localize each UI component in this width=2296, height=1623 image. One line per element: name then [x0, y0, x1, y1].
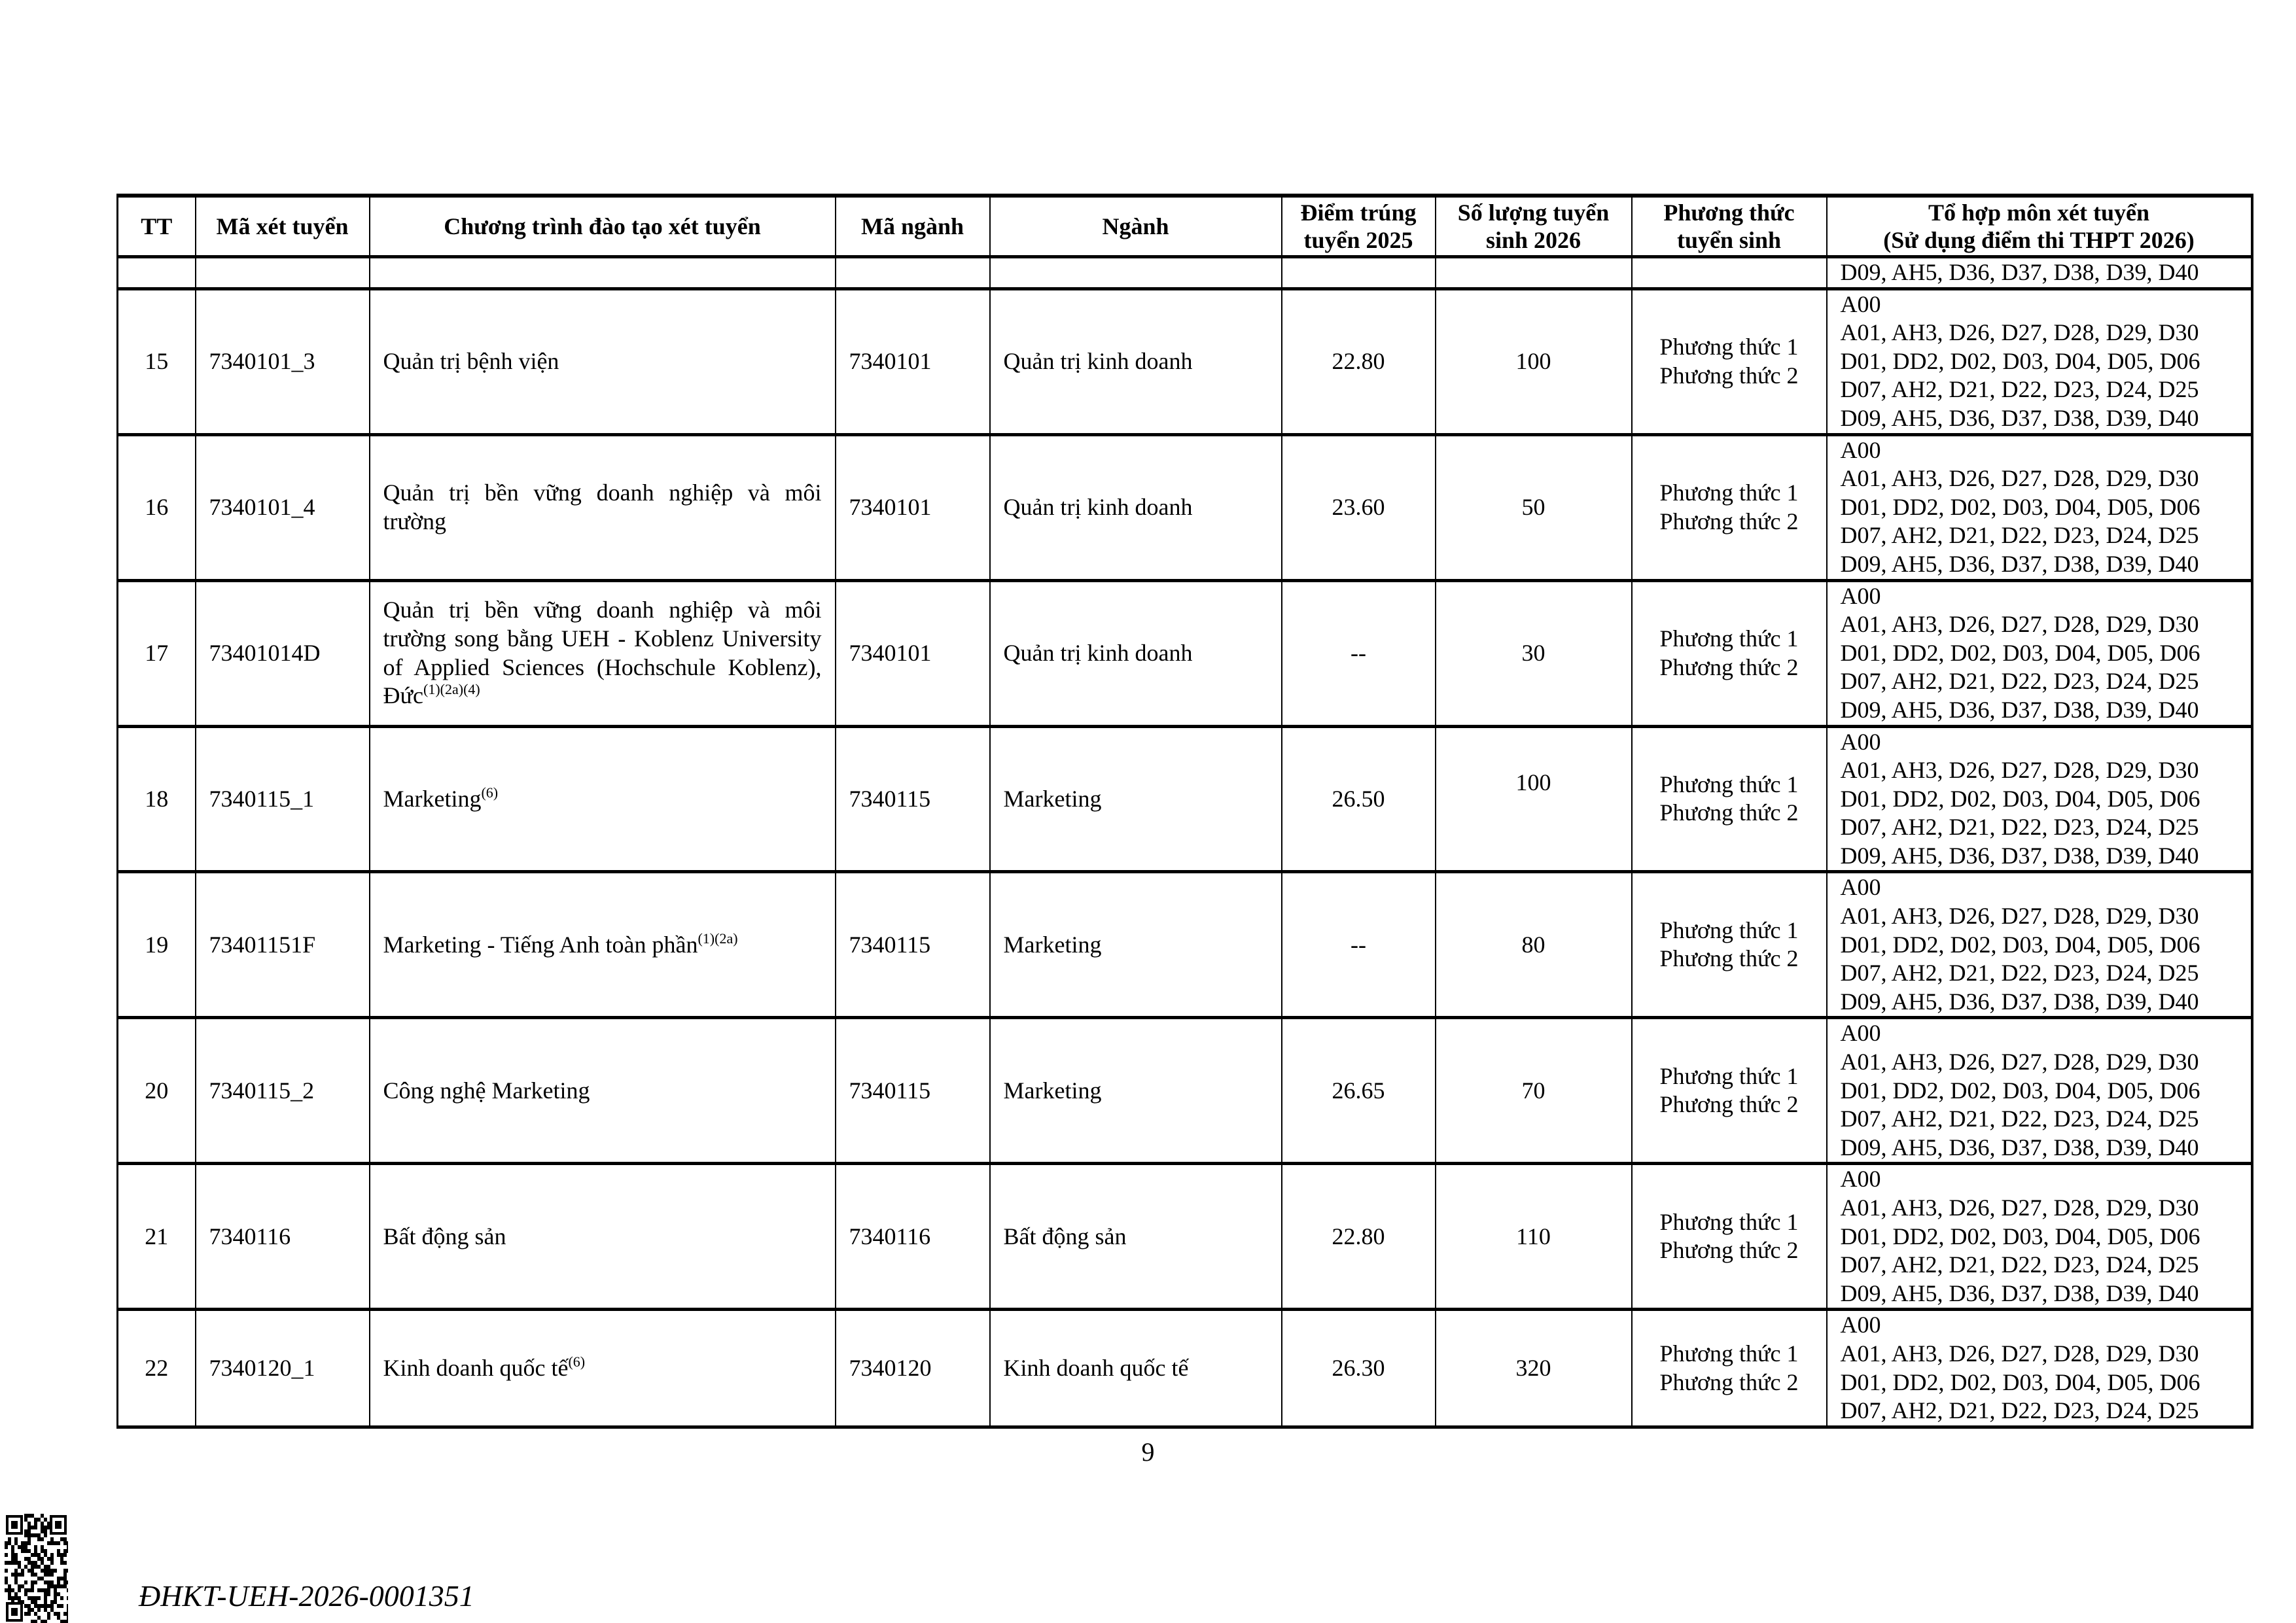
subject-combo-line: D09, AH5, D36, D37, D38, D39, D40: [1840, 696, 2199, 723]
cell-ma-nganh: 7340101: [836, 288, 990, 434]
cell-phuong-thuc: [1632, 1310, 1827, 1427]
cell-so-luong-2026: 50: [1436, 434, 1632, 580]
cell-chuong-trinh: [370, 1164, 836, 1310]
cell-to-hop: [1827, 726, 2252, 872]
program-name: Kinh doanh quốc tế: [383, 1354, 569, 1381]
cell-tt: 15: [118, 288, 196, 434]
cell-nganh: Bất động sản: [990, 1164, 1282, 1310]
cell-ma-xet-tuyen: 7340116: [196, 1164, 370, 1310]
method-item: Phương thức 2: [1659, 1237, 1799, 1264]
header-so-luong: [1436, 196, 1632, 257]
cell-tt: 19: [118, 872, 196, 1018]
subject-combo-line: D07, AH2, D21, D22, D23, D24, D25: [1840, 522, 2199, 549]
cell-ma-xet-tuyen: 73401014D: [196, 580, 370, 726]
cell-phuong-thuc: [1632, 434, 1827, 580]
cell-diem-2025: 22.80: [1282, 288, 1436, 434]
cell-ma-nganh: 7340101: [836, 434, 990, 580]
subject-combo-line: D09, AH5, D36, D37, D38, D39, D40: [1840, 550, 2199, 577]
header-chuong-trinh: Chương trình đào tạo xét tuyển: [370, 196, 836, 257]
method-item: Phương thức 2: [1659, 945, 1799, 972]
method-item: Phương thức 1: [1659, 1208, 1799, 1235]
subject-combo-line: D07, AH2, D21, D22, D23, D24, D25: [1840, 376, 2199, 403]
subject-combo-line: A01, AH3, D26, D27, D28, D29, D30: [1840, 1195, 2199, 1221]
cell-ma-xet-tuyen: 7340101_3: [196, 288, 370, 434]
subject-combo-line: D09, AH5, D36, D37, D38, D39, D40: [1840, 988, 2199, 1015]
cell-nganh: Kinh doanh quốc tế: [990, 1310, 1282, 1427]
table-row: [118, 1018, 2252, 1164]
header-to-hop-line2: (Sử dụng điểm thi THPT 2026): [1883, 227, 2195, 253]
cell-ma-nganh: 7340115: [836, 1018, 990, 1164]
cell-nganh: Marketing: [990, 726, 1282, 872]
page-number: 9: [1141, 1437, 1155, 1467]
cell-nganh: Quản trị kinh doanh: [990, 288, 1282, 434]
cell-empty: [1282, 257, 1436, 289]
method-item: Phương thức 1: [1659, 333, 1799, 360]
cell-phuong-thuc: [1632, 872, 1827, 1018]
subject-combo-line: A00: [1840, 728, 1881, 755]
cell-so-luong-2026: 110: [1436, 1164, 1632, 1310]
subject-combo-line: D09, AH5, D36, D37, D38, D39, D40: [1840, 1134, 2199, 1161]
cell-ma-nganh: 7340120: [836, 1310, 990, 1427]
cell-empty: [370, 257, 836, 289]
cell-diem-2025: 26.65: [1282, 1018, 1436, 1164]
subject-combo-line: D09, AH5, D36, D37, D38, D39, D40: [1840, 842, 2199, 869]
table-row: [118, 434, 2252, 580]
cell-so-luong-2026: 30: [1436, 580, 1632, 726]
cell-tt: 22: [118, 1310, 196, 1427]
subject-combo-line: D01, DD2, D02, D03, D04, D05, D06: [1840, 931, 2200, 958]
footnote-marker: (6): [568, 1353, 586, 1370]
table-row: [118, 726, 2252, 872]
cell-tt: 16: [118, 434, 196, 580]
program-name: Quản trị bền vững doanh nghiệp và môi trường song bằng UEH - Koblenz University of Applied Sciences (Hochschule Koblenz), Đức: [383, 597, 822, 709]
method-item: Phương thức 2: [1659, 1369, 1799, 1395]
subject-combo-line: D07, AH2, D21, D22, D23, D24, D25: [1840, 814, 2199, 841]
cell-diem-2025: 23.60: [1282, 434, 1436, 580]
cell-chuong-trinh: [370, 872, 836, 1018]
cell-phuong-thuc: [1632, 580, 1827, 726]
admissions-table: [116, 194, 2253, 1429]
table-row: [118, 1310, 2252, 1427]
cell-nganh: Marketing: [990, 872, 1282, 1018]
cell-phuong-thuc: [1632, 288, 1827, 434]
method-item: Phương thức 1: [1659, 479, 1799, 506]
cell-ma-nganh: 7340115: [836, 726, 990, 872]
method-item: Phương thức 1: [1659, 1062, 1799, 1089]
qr-code-icon: [5, 1514, 68, 1623]
header-tt: TT: [118, 196, 196, 257]
cell-ma-xet-tuyen: 7340101_4: [196, 434, 370, 580]
cell-so-luong-2026: 100: [1436, 288, 1632, 434]
cell-phuong-thuc: [1632, 726, 1827, 872]
cell-chuong-trinh: [370, 580, 836, 726]
subject-combo-line: A01, AH3, D26, D27, D28, D29, D30: [1840, 319, 2199, 346]
subject-combo-line: D01, DD2, D02, D03, D04, D05, D06: [1840, 639, 2200, 666]
cell-nganh: Marketing: [990, 1018, 1282, 1164]
header-so-luong-line1: Số lượng tuyển: [1457, 200, 1610, 226]
footnote-marker: (1)(2a)(4): [423, 681, 480, 698]
program-name: Công nghệ Marketing: [383, 1077, 590, 1104]
method-item: Phương thức 2: [1659, 799, 1799, 826]
program-name: Quản trị bền vững doanh nghiệp và môi trường: [383, 479, 822, 534]
subject-combo-line: A00: [1840, 1166, 1881, 1193]
subject-combo-line: D01, DD2, D02, D03, D04, D05, D06: [1840, 1077, 2200, 1104]
cell-diem-2025: 26.30: [1282, 1310, 1436, 1427]
cell-tt: 18: [118, 726, 196, 872]
cell-nganh: Quản trị kinh doanh: [990, 580, 1282, 726]
method-item: Phương thức 1: [1659, 1340, 1799, 1367]
footnote-marker: (6): [481, 784, 499, 801]
header-phuong-thuc-line1: Phương thức: [1663, 200, 1795, 226]
cell-empty: [1436, 257, 1632, 289]
cell-empty: [1632, 257, 1827, 289]
cell-ma-nganh: 7340101: [836, 580, 990, 726]
cell-to-hop: [1827, 1164, 2252, 1310]
subject-combo-line: A00: [1840, 582, 1881, 609]
subject-combo-line: D01, DD2, D02, D03, D04, D05, D06: [1840, 493, 2200, 520]
subject-combo-line: A01, AH3, D26, D27, D28, D29, D30: [1840, 903, 2199, 930]
cell-empty: [118, 257, 196, 289]
cell-chuong-trinh: [370, 1310, 836, 1427]
table-body: [118, 257, 2252, 1427]
header-to-hop-line1: Tổ hợp môn xét tuyển: [1928, 200, 2149, 226]
cell-chuong-trinh: [370, 288, 836, 434]
cell-nganh: Quản trị kinh doanh: [990, 434, 1282, 580]
subject-combo-line: D01, DD2, D02, D03, D04, D05, D06: [1840, 785, 2200, 812]
table-row: [118, 1164, 2252, 1310]
subject-combo-line: D01, DD2, D02, D03, D04, D05, D06: [1840, 347, 2200, 374]
method-item: Phương thức 2: [1659, 508, 1799, 534]
header-diem-line1: Điểm trúng: [1300, 200, 1417, 226]
subject-combo-line: A00: [1840, 874, 1881, 901]
cell-tt: 20: [118, 1018, 196, 1164]
program-name: Marketing: [383, 785, 482, 812]
subject-combo-line: A00: [1840, 1020, 1881, 1047]
continuation-row: [118, 257, 2252, 289]
cell-ma-nganh: 7340115: [836, 872, 990, 1018]
cell-so-luong-2026: 80: [1436, 872, 1632, 1018]
cell-ma-xet-tuyen: 73401151F: [196, 872, 370, 1018]
subject-combo-line: D09, AH5, D36, D37, D38, D39, D40: [1840, 1280, 2199, 1306]
cell-chuong-trinh: [370, 726, 836, 872]
subject-combo-line: D07, AH2, D21, D22, D23, D24, D25: [1840, 960, 2199, 986]
table-row: [118, 288, 2252, 434]
subject-combo-line: D07, AH2, D21, D22, D23, D24, D25: [1840, 1251, 2199, 1278]
cell-tt: 21: [118, 1164, 196, 1310]
cell-phuong-thuc: [1632, 1164, 1827, 1310]
subject-combo-line: D07, AH2, D21, D22, D23, D24, D25: [1840, 668, 2199, 695]
cell-ma-xet-tuyen: 7340120_1: [196, 1310, 370, 1427]
cell-ma-xet-tuyen: 7340115_2: [196, 1018, 370, 1164]
method-item: Phương thức 2: [1659, 1091, 1799, 1118]
subject-combo-line: A01, AH3, D26, D27, D28, D29, D30: [1840, 1340, 2199, 1367]
method-item: Phương thức 2: [1659, 362, 1799, 389]
subject-combo-line: D01, DD2, D02, D03, D04, D05, D06: [1840, 1223, 2200, 1249]
cell-empty: [990, 257, 1282, 289]
cell-to-hop: [1827, 434, 2252, 580]
header-diem-trung-tuyen: [1282, 196, 1436, 257]
header-ma-nganh: Mã ngành: [836, 196, 990, 257]
cell-ma-xet-tuyen: 7340115_1: [196, 726, 370, 872]
header-diem-line2: tuyển 2025: [1303, 227, 1413, 253]
cell-chuong-trinh: [370, 434, 836, 580]
table-row: [118, 580, 2252, 726]
footnote-marker: (1)(2a): [698, 930, 738, 947]
subject-combo-line: A00: [1840, 290, 1881, 317]
cell-chuong-trinh: [370, 1018, 836, 1164]
cell-empty: [836, 257, 990, 289]
cell-diem-2025: 22.80: [1282, 1164, 1436, 1310]
header-phuong-thuc: [1632, 196, 1827, 257]
program-name: Quản trị bệnh viện: [383, 347, 559, 374]
cell-empty: [196, 257, 370, 289]
cell-phuong-thuc: [1632, 1018, 1827, 1164]
header-phuong-thuc-line2: tuyển sinh: [1676, 227, 1782, 253]
document-code: ĐHKT-UEH-2026-0001351: [139, 1579, 474, 1613]
method-item: Phương thức 1: [1659, 916, 1799, 943]
program-name: Bất động sản: [383, 1223, 506, 1249]
cell-to-hop-continued: D09, AH5, D36, D37, D38, D39, D40: [1827, 257, 2252, 289]
cell-to-hop: [1827, 1310, 2252, 1427]
subject-combo-line: A01, AH3, D26, D27, D28, D29, D30: [1840, 465, 2199, 492]
cell-to-hop: [1827, 1018, 2252, 1164]
subject-combo-line: D07, AH2, D21, D22, D23, D24, D25: [1840, 1106, 2199, 1132]
header-so-luong-line2: sinh 2026: [1485, 227, 1581, 253]
subject-combo-line: A01, AH3, D26, D27, D28, D29, D30: [1840, 1049, 2199, 1075]
subject-combo-line: D09, AH5, D36, D37, D38, D39, D40: [1840, 404, 2199, 431]
cell-so-luong-2026: 70: [1436, 1018, 1632, 1164]
header-nganh: Ngành: [990, 196, 1282, 257]
cell-diem-2025: --: [1282, 580, 1436, 726]
header-to-hop: [1827, 196, 2252, 257]
cell-so-luong-2026: 100: [1436, 726, 1632, 872]
method-item: Phương thức 1: [1659, 771, 1799, 797]
cell-so-luong-2026: 320: [1436, 1310, 1632, 1427]
header-ma-xet-tuyen: Mã xét tuyển: [196, 196, 370, 257]
subject-combo-line: D01, DD2, D02, D03, D04, D05, D06: [1840, 1369, 2200, 1395]
table-header: [118, 196, 2252, 257]
cell-to-hop: [1827, 872, 2252, 1018]
subject-combo-line: D07, AH2, D21, D22, D23, D24, D25: [1840, 1397, 2199, 1424]
cell-ma-nganh: 7340116: [836, 1164, 990, 1310]
header-row: [118, 196, 2252, 257]
method-item: Phương thức 1: [1659, 625, 1799, 652]
table-row: [118, 872, 2252, 1018]
cell-tt: 17: [118, 580, 196, 726]
cell-to-hop: [1827, 288, 2252, 434]
cell-to-hop: [1827, 580, 2252, 726]
subject-combo-line: A01, AH3, D26, D27, D28, D29, D30: [1840, 611, 2199, 638]
cell-diem-2025: 26.50: [1282, 726, 1436, 872]
subject-combo-line: A00: [1840, 436, 1881, 463]
subject-combo-line: A01, AH3, D26, D27, D28, D29, D30: [1840, 757, 2199, 784]
method-item: Phương thức 2: [1659, 654, 1799, 680]
subject-combo-line: A00: [1840, 1312, 1881, 1338]
program-name: Marketing - Tiếng Anh toàn phần: [383, 931, 698, 958]
cell-diem-2025: --: [1282, 872, 1436, 1018]
